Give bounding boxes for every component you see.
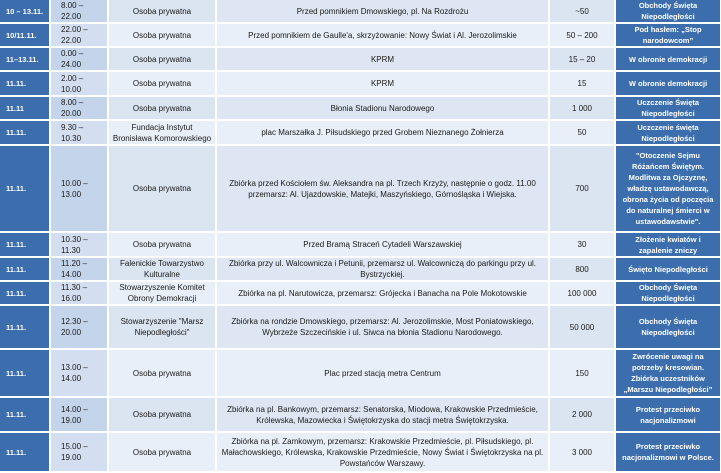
count-cell: 2 000 bbox=[549, 397, 615, 432]
count-cell: 100 000 bbox=[549, 281, 615, 305]
purpose-cell: Obchody Święta Niepodległości bbox=[615, 281, 721, 305]
place-cell: plac Marszałka J. Piłsudskiego przed Grobem Nieznanego Żołnierza bbox=[216, 120, 549, 145]
table-row bbox=[0, 281, 721, 305]
place-cell: Zbiórka na pl. Narutowicza, przemarsz: Grójecka i Banacha na Pole Mokotowskie bbox=[216, 281, 549, 305]
place-cell: KPRM bbox=[216, 47, 549, 71]
time-cell: 10.30 – 11.30 bbox=[50, 232, 108, 257]
time-cell: 15.00 – 19.00 bbox=[50, 432, 108, 472]
table-row bbox=[0, 232, 721, 257]
purpose-cell: Święto Niepodległości bbox=[615, 257, 721, 281]
purpose-cell: Protest przeciwko nacjonalizmowi bbox=[615, 397, 721, 432]
count-cell: 700 bbox=[549, 145, 615, 232]
date-cell: 11–13.11. bbox=[0, 47, 50, 71]
organizer-cell: Osoba prywatna bbox=[108, 0, 216, 23]
count-cell: 150 bbox=[549, 349, 615, 397]
time-cell: 12.30 – 20.00 bbox=[50, 305, 108, 349]
organizer-cell: Osoba prywatna bbox=[108, 397, 216, 432]
place-cell: Zbiórka na rondzie Dmowskiego, przemarsz: Al. Jerozolimskie, Most Poniatowskiego, Wybrzeże Szczecińskie i ul. Siwca na błonia Stadionu Narodowego. bbox=[216, 305, 549, 349]
time-cell: 8.00 – 22.00 bbox=[50, 0, 108, 23]
date-cell: 10 – 13.11. bbox=[0, 0, 50, 23]
purpose-cell: Zwrócenie uwagi na potrzeby kresowian. Zbiórka uczestników „Marszu Niepodległości” bbox=[615, 349, 721, 397]
count-cell: 15 – 20 bbox=[549, 47, 615, 71]
organizer-cell: Osoba prywatna bbox=[108, 47, 216, 71]
date-cell: 11.11. bbox=[0, 432, 50, 472]
organizer-cell: Osoba prywatna bbox=[108, 23, 216, 47]
purpose-cell: Protest przeciwko nacjonalizmowi w Polsce. bbox=[615, 432, 721, 472]
purpose-cell: Obchody Święta Niepodległości bbox=[615, 0, 721, 23]
date-cell: 11.11 bbox=[0, 96, 50, 120]
table-row bbox=[0, 397, 721, 432]
purpose-cell: Uczczenie Święta Niepodległości bbox=[615, 96, 721, 120]
count-cell: 50 bbox=[549, 120, 615, 145]
count-cell: 50 – 200 bbox=[549, 23, 615, 47]
table-row bbox=[0, 257, 721, 281]
organizer-cell: Falenickie Towarzystwo Kulturalne bbox=[108, 257, 216, 281]
table-row bbox=[0, 23, 721, 47]
time-cell: 10.00 – 13.00 bbox=[50, 145, 108, 232]
purpose-cell: Uczczenie święta Niepodległości bbox=[615, 120, 721, 145]
date-cell: 11.11. bbox=[0, 397, 50, 432]
place-cell: Zbiórka na pl. Zamkowym, przemarsz: Krakowskie Przedmieście, pl. Piłsudskiego, pl. Małachowskiego, Królewska, Krakowskie Przedmieście, Nowy Świat i Świętokrzyska na pl. Powstańców Warszawy. bbox=[216, 432, 549, 472]
count-cell: ~50 bbox=[549, 0, 615, 23]
organizer-cell: Fundacja Instytut Bronisława Komorowskiego bbox=[108, 120, 216, 145]
time-cell: 0.00 – 24.00 bbox=[50, 47, 108, 71]
table-row bbox=[0, 47, 721, 71]
date-cell: 10/11.11. bbox=[0, 23, 50, 47]
organizer-cell: Osoba prywatna bbox=[108, 96, 216, 120]
time-cell: 14.00 – 19.00 bbox=[50, 397, 108, 432]
purpose-cell: Pod hasłem: „Stop narodowcom” bbox=[615, 23, 721, 47]
time-cell: 13.00 – 14.00 bbox=[50, 349, 108, 397]
count-cell: 800 bbox=[549, 257, 615, 281]
place-cell: KPRM bbox=[216, 71, 549, 96]
purpose-cell: Obchody Święta Niepodległości bbox=[615, 305, 721, 349]
date-cell: 11.11. bbox=[0, 145, 50, 232]
organizer-cell: Stowarzyszenie Komitet Obrony Demokracji bbox=[108, 281, 216, 305]
organizer-cell: Stowarzyszenie "Marsz Niepodległości" bbox=[108, 305, 216, 349]
table-row bbox=[0, 71, 721, 96]
organizer-cell: Osoba prywatna bbox=[108, 71, 216, 96]
time-cell: 11.30 – 16.00 bbox=[50, 281, 108, 305]
date-cell: 11.11. bbox=[0, 349, 50, 397]
place-cell: Zbiórka na pl. Bankowym, przemarsz: Senatorska, Miodowa, Krakowskie Przedmieście, Królewska, Mazowiecka i Świętokrzyska do stacji metra Świętokrzyska. bbox=[216, 397, 549, 432]
table-row bbox=[0, 305, 721, 349]
time-cell: 11.20 – 14.00 bbox=[50, 257, 108, 281]
table-row bbox=[0, 145, 721, 232]
place-cell: Błonia Stadionu Narodowego bbox=[216, 96, 549, 120]
table-row bbox=[0, 0, 721, 23]
count-cell: 1 000 bbox=[549, 96, 615, 120]
place-cell: Zbiórka przy ul. Walcownicza i Petunii, przemarsz ul. Walcowniczą do parkingu przy ul. Bystrzyckiej. bbox=[216, 257, 549, 281]
purpose-cell: W obronie demokracji bbox=[615, 71, 721, 96]
place-cell: Przed Bramą Straceń Cytadeli Warszawskiej bbox=[216, 232, 549, 257]
place-cell: Przed pomnikiem Dmowskiego, pl. Na Rozdrożu bbox=[216, 0, 549, 23]
date-cell: 11.11. bbox=[0, 281, 50, 305]
organizer-cell: Osoba prywatna bbox=[108, 145, 216, 232]
time-cell: 2.00 – 10.00 bbox=[50, 71, 108, 96]
table-row bbox=[0, 120, 721, 145]
table-row bbox=[0, 349, 721, 397]
purpose-cell: Złożenie kwiatów i zapalenie zniczy bbox=[615, 232, 721, 257]
date-cell: 11.11. bbox=[0, 120, 50, 145]
place-cell: Plac przed stacją metra Centrum bbox=[216, 349, 549, 397]
time-cell: 9.30 – 10.30 bbox=[50, 120, 108, 145]
table-row bbox=[0, 432, 721, 472]
count-cell: 30 bbox=[549, 232, 615, 257]
place-cell: Przed pomnikiem de Gaulle'a, skrzyżowanie: Nowy Świat i Al. Jerozolimskie bbox=[216, 23, 549, 47]
date-cell: 11.11. bbox=[0, 305, 50, 349]
time-cell: 22.00 – 22.00 bbox=[50, 23, 108, 47]
count-cell: 3 000 bbox=[549, 432, 615, 472]
organizer-cell: Osoba prywatna bbox=[108, 349, 216, 397]
place-cell: Zbiórka przed Kościołem św. Aleksandra na pl. Trzech Krzyży, następnie o godz. 11.00 przemarsz: Al. Ujazdowskie, Matejki, Maszyńskiego, Górnośląska i Wiejska. bbox=[216, 145, 549, 232]
date-cell: 11.11. bbox=[0, 232, 50, 257]
date-cell: 11.11. bbox=[0, 257, 50, 281]
table-row bbox=[0, 96, 721, 120]
organizer-cell: Osoba prywatna bbox=[108, 232, 216, 257]
count-cell: 15 bbox=[549, 71, 615, 96]
purpose-cell: W obronie demokracji bbox=[615, 47, 721, 71]
date-cell: 11.11. bbox=[0, 71, 50, 96]
organizer-cell: Osoba prywatna bbox=[108, 432, 216, 472]
purpose-cell: "Otoczenie Sejmu Różańcem Świętym. Modlitwa za Ojczyznę, władzę ustawodawczą, obrona życia od poczęcia do naturalnej śmierci w ustawodawstwie". bbox=[615, 145, 721, 232]
count-cell: 50 000 bbox=[549, 305, 615, 349]
time-cell: 8.00 – 20.00 bbox=[50, 96, 108, 120]
